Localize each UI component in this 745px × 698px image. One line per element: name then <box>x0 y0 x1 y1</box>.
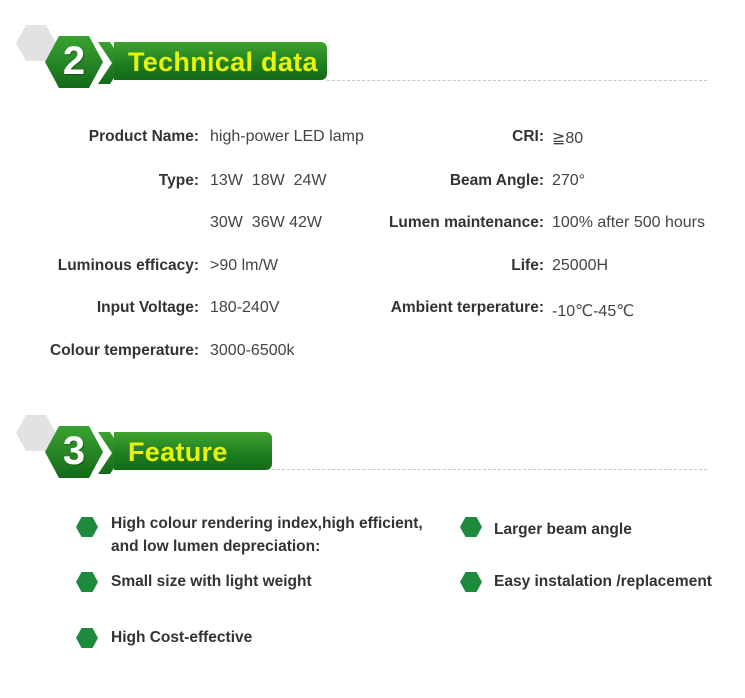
spec-value: high-power LED lamp <box>210 128 364 145</box>
spec-label: Beam Angle: <box>449 172 544 189</box>
spec-label: CRI: <box>512 128 544 145</box>
section-number: 2 <box>62 39 86 83</box>
spec-label: Luminous efficacy: <box>57 257 199 274</box>
spec-value: 270° <box>552 172 586 189</box>
spec-label: Lumen maintenance: <box>388 214 544 231</box>
feature-item <box>111 570 312 593</box>
hexagon-bullet-icon <box>460 517 482 537</box>
spec-label: Ambient terperature: <box>390 299 544 316</box>
spec-value: 13W 18W 24W <box>210 172 327 189</box>
section-title: Feature <box>128 437 228 467</box>
spec-value: 30W 36W 42W <box>210 214 323 231</box>
feature-item <box>494 518 632 541</box>
spec-value: 3000-6500k <box>210 342 295 359</box>
section-divider <box>272 469 707 470</box>
spec-value: 25000H <box>552 257 609 274</box>
spec-label: Life: <box>511 257 544 274</box>
spec-label: Product Name: <box>88 128 199 145</box>
feature-text: Easy instalation /replacement <box>494 573 712 590</box>
feature-text: Larger beam angle <box>494 521 632 538</box>
hexagon-bullet-icon <box>76 517 98 537</box>
spec-value: ≧80 <box>552 130 584 147</box>
feature-item <box>111 512 423 558</box>
section-number: 3 <box>62 429 86 473</box>
feature-item <box>494 570 712 593</box>
spec-value: 180-240V <box>210 299 280 316</box>
feature-text: Small size with light weight <box>111 573 312 590</box>
spec-value: -10℃-45℃ <box>552 303 635 320</box>
feature-item <box>111 626 252 649</box>
feature-text: and low lumen depreciation: <box>111 538 321 555</box>
hexagon-bullet-icon <box>76 572 98 592</box>
spec-label: Type: <box>158 172 199 189</box>
spec-value: >90 lm/W <box>210 257 279 274</box>
hexagon-bullet-icon <box>460 572 482 592</box>
feature-text: High Cost-effective <box>111 629 253 646</box>
hexagon-bullet-icon <box>76 628 98 648</box>
spec-value: 100% after 500 hours <box>552 214 705 231</box>
technical-data-header <box>0 22 745 92</box>
spec-label: Input Voltage: <box>96 299 199 316</box>
spec-label: Colour temperature: <box>50 342 199 359</box>
feature-header <box>0 412 745 482</box>
section-title: Technical data <box>128 47 318 77</box>
section-divider <box>327 80 707 81</box>
feature-text: High colour rendering index,high efficient, <box>111 515 423 532</box>
